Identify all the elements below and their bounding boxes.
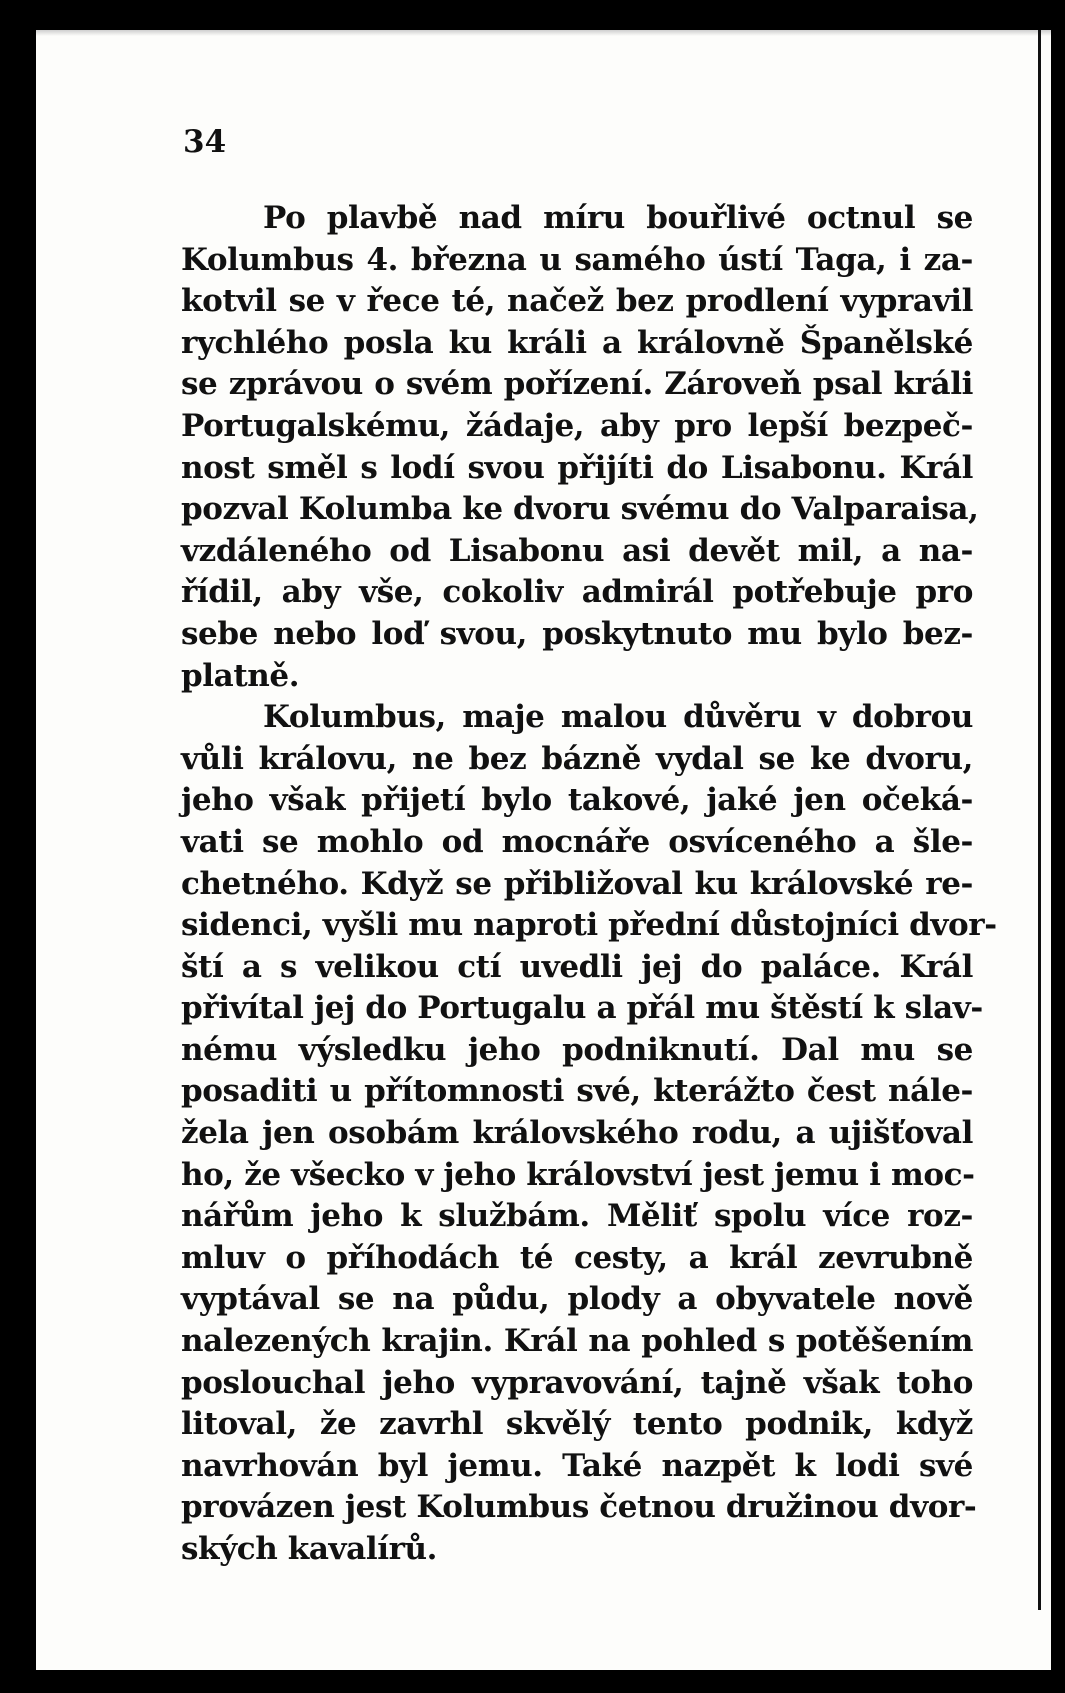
text-line: žela jen osobám královského rodu, a ujišťoval [181, 1115, 973, 1152]
text-line: nářům jeho k službám. Měliť spolu více roz- [181, 1198, 973, 1235]
text-line: poslouchal jeho vypravování, tajně však toho [181, 1364, 973, 1401]
paragraph-2 [181, 697, 997, 1570]
text-line: kotvil se v řece té, načež bez prodlení vypravil [181, 283, 973, 320]
text-line: navrhován byl jemu. Také nazpět k lodi své [181, 1447, 973, 1484]
text-line: sebe nebo loď svou, poskytnuto mu bylo bez- [181, 615, 973, 652]
text-line: pozval Kolumba ke dvoru svému do Valparaisa, [181, 491, 979, 528]
text-line: vati se mohlo od mocnáře osvíceného a šle- [181, 823, 973, 860]
paragraph-1 [181, 198, 979, 697]
text-line: vyptával se na půdu, plody a obyvatele nově [181, 1281, 973, 1318]
text-line: se zprávou o svém pořízení. Zároveň psal králi [181, 366, 973, 403]
text-line: nému výsledku jeho podniknutí. Dal mu se [181, 1031, 973, 1068]
text-line: rychlého posla ku králi a královně Španělské [181, 324, 973, 361]
text-line: Kolumbus, maje malou důvěru v dobrou [263, 699, 973, 736]
page-top-shadow [36, 30, 1051, 36]
body-text [181, 198, 997, 1571]
text-line: provázen jest Kolumbus četnou družinou dvor- [181, 1489, 977, 1526]
text-line: řídil, aby vše, cokoliv admirál potřebuje pro [181, 574, 973, 611]
text-line: nalezených krajin. Král na pohled s potěšením [181, 1323, 973, 1360]
text-line: vzdáleného od Lisabonu asi devět mil, a na- [181, 532, 973, 569]
text-line: ho, že všecko v jeho království jest jemu i moc- [181, 1156, 975, 1193]
text-line: ští a s velikou ctí uvedli jej do paláce. Král [181, 948, 973, 985]
text-line: jeho však přijetí bylo takové, jaké jen očeká- [181, 782, 973, 819]
text-line: platně. [181, 657, 300, 694]
text-line: Portugalskému, žádaje, aby pro lepší bezpeč- [181, 407, 973, 444]
text-line: Kolumbus 4. března u samého ústí Taga, i za- [181, 241, 973, 278]
text-line: ských kavalírů. [181, 1531, 438, 1567]
page-right-edge [1038, 30, 1041, 1610]
page-number: 34 [183, 124, 227, 160]
text-line: mluv o příhodách té cesty, a král zevrubně [181, 1239, 973, 1276]
text-line: litoval, že zavrhl skvělý tento podnik, když [181, 1406, 973, 1443]
text-line: Po plavbě nad míru bouřlivé octnul se [263, 200, 973, 236]
text-line: chetného. Když se přibližoval ku královské re- [181, 865, 973, 902]
text-line: sidenci, vyšli mu naproti přední důstojníci dvor- [181, 907, 997, 944]
text-line: posaditi u přítomnosti své, kterážto čest nále- [181, 1073, 973, 1110]
text-line: přivítal jej do Portugalu a přál mu štěstí k slav- [181, 990, 983, 1027]
text-line: nost směl s lodí svou přijíti do Lisabonu. Král [181, 449, 973, 486]
text-line: vůli královu, ne bez bázně vydal se ke dvoru, [181, 740, 973, 777]
